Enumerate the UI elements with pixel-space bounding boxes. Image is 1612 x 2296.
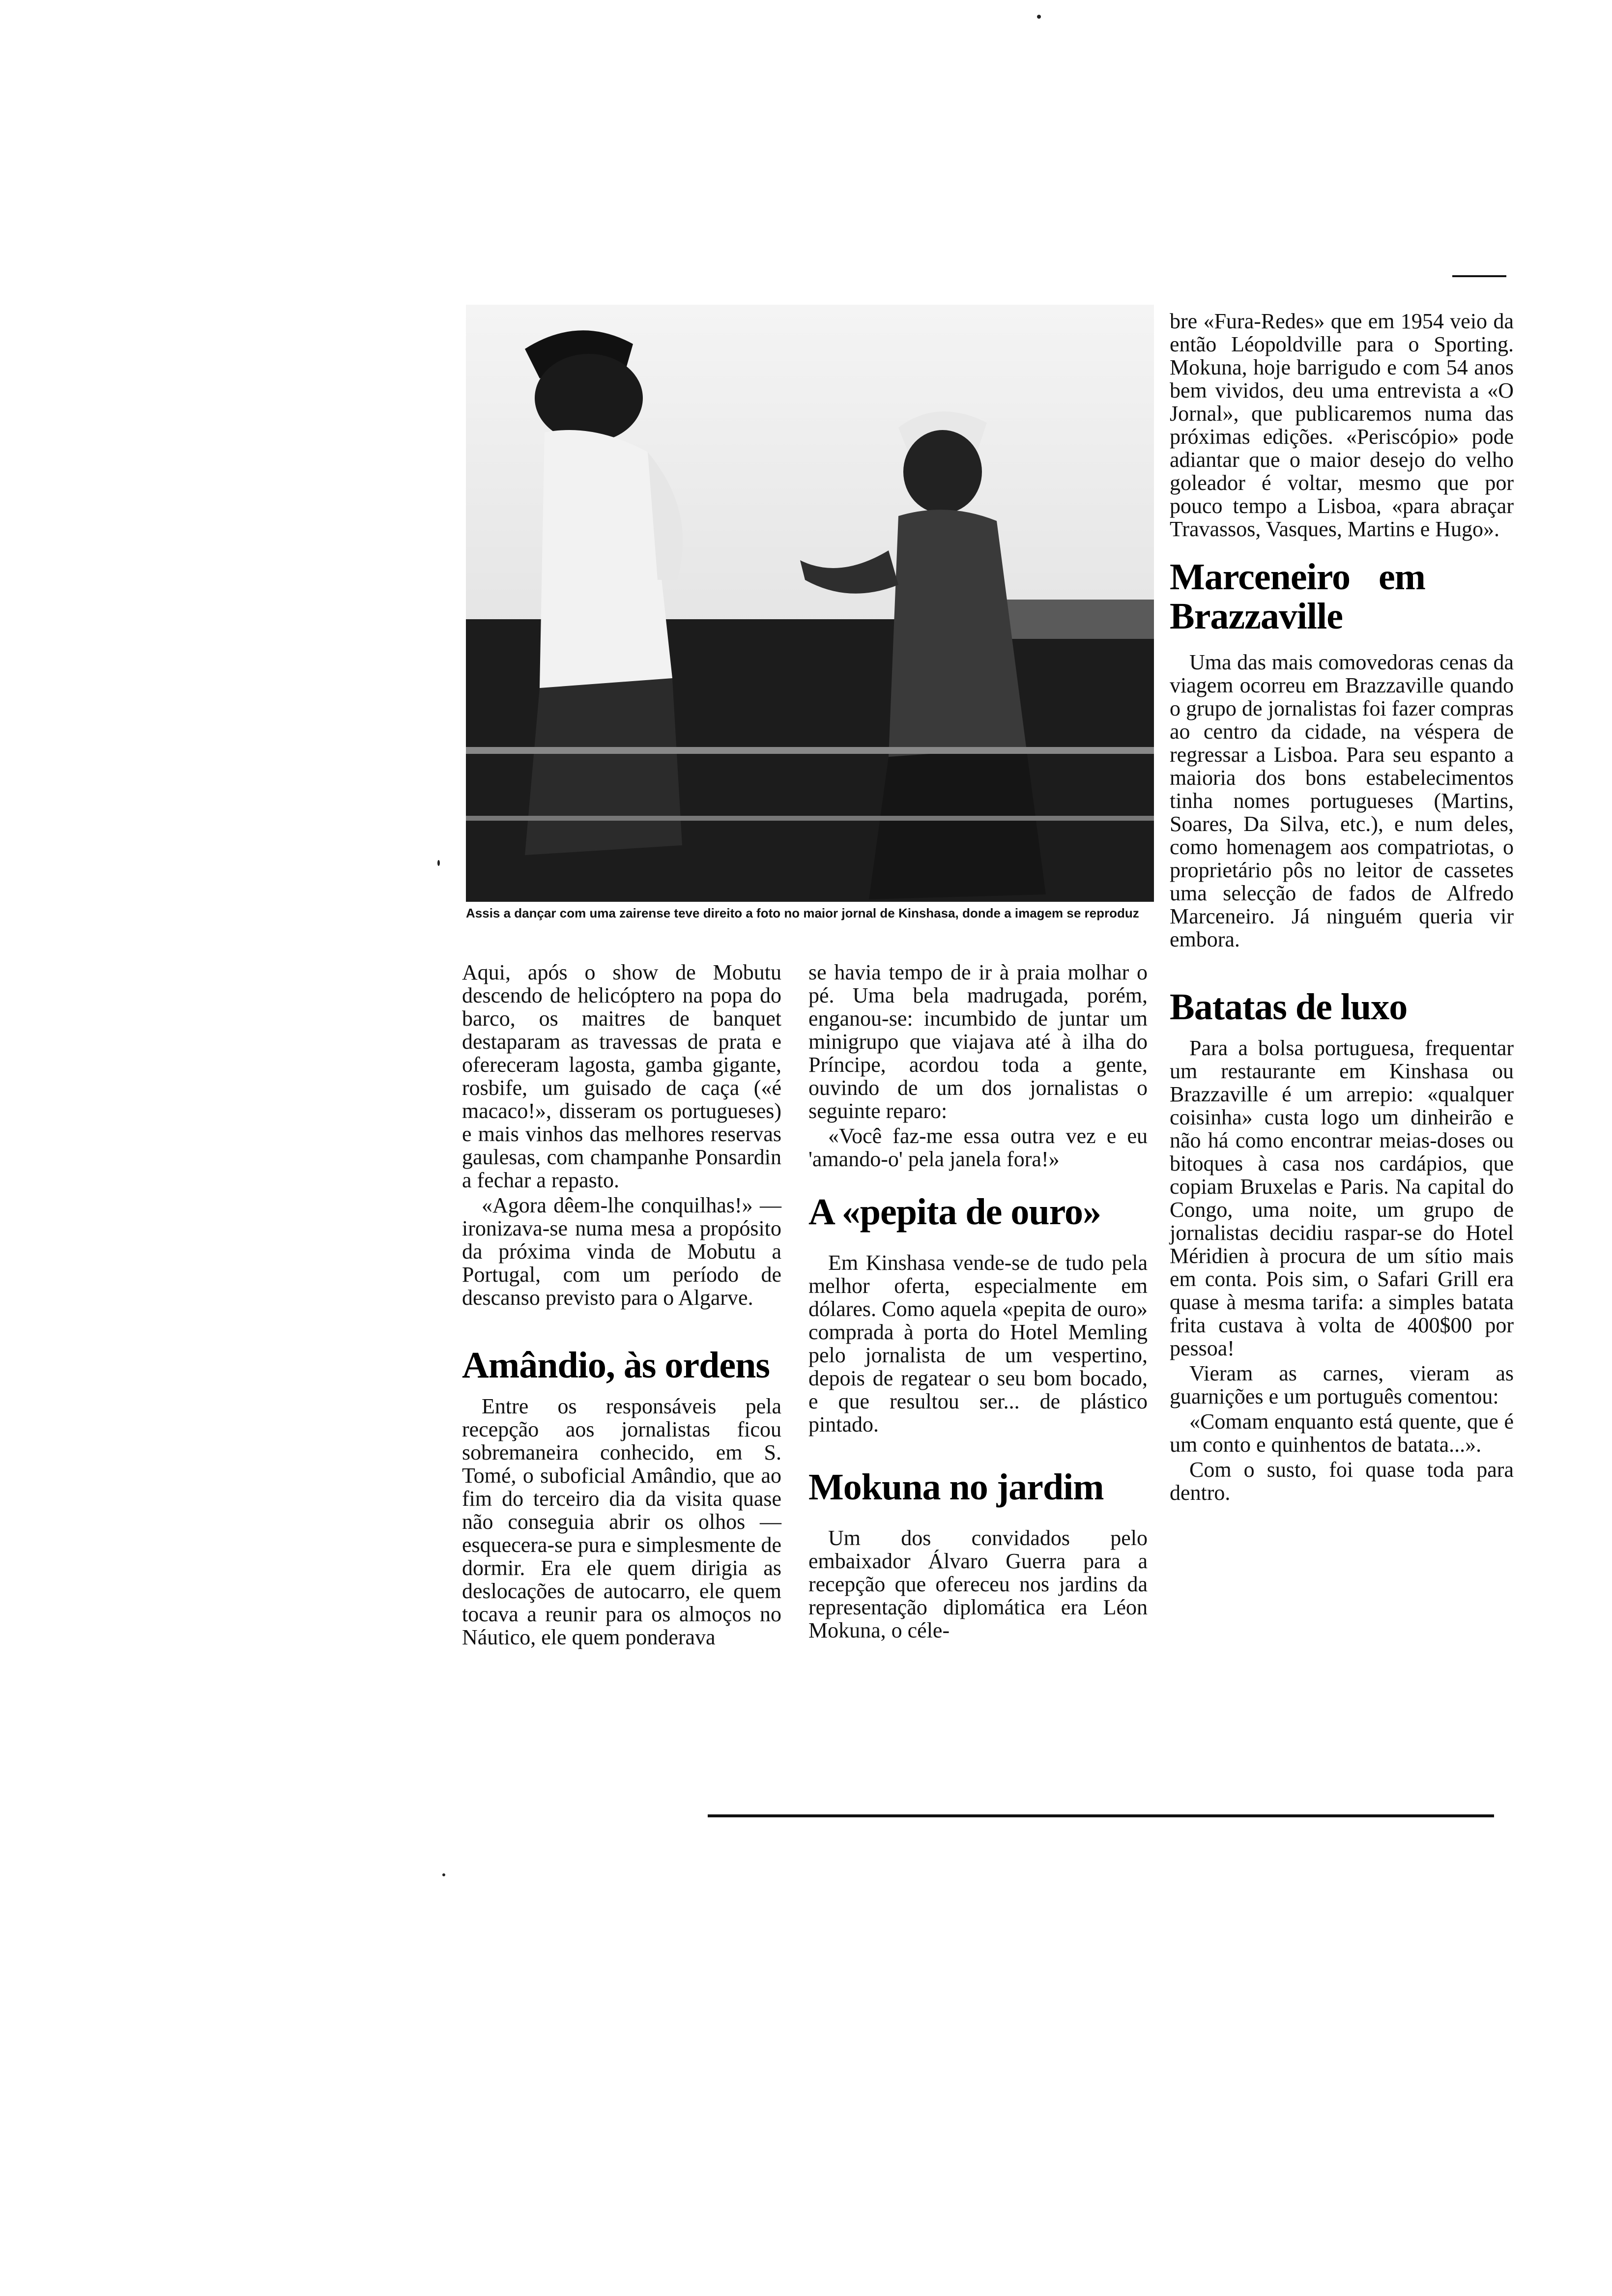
scan-speck: [442, 1873, 445, 1876]
scan-speck: [1037, 15, 1041, 19]
paragraph: bre «Fura-Redes» que em 1954 veio da então Léopoldville para o Sporting. Mokuna, hoje barrigudo e com 54 anos bem vividos, deu uma entrevista a «O Jornal», que publicaremos numa das próximas edições. «Periscópio» pode adiantar que o maior desejo do velho goleador é voltar, mesmo que por pouco tempo a Lisboa, «para abraçar Travassos, Vasques, Martins e Hugo».: [1170, 309, 1514, 541]
paragraph: Entre os responsáveis pela recepção aos jornalistas ficou sobremaneira conhecido, em S. Tomé, o suboficial Amândio, que ao fim do terceiro dia da visita quase não conseguia abrir os olhos — esquecera-se pura e simplesmente de dormir. Era ele quem dirigia as deslocações de autocarro, ele quem tocava a reunir para os almoços no Náutico, ele quem ponderava: [462, 1394, 781, 1649]
paragraph: Um dos convidados pelo embaixador Álvaro Guerra para a recepção que ofereceu nos jardins da representação diplomática era Léon Mokuna, o céle-: [808, 1526, 1148, 1642]
section-heading: Marceneiro em Brazzaville: [1170, 556, 1425, 637]
paragraph: «Agora dêem-lhe conquilhas!» — ironizava-se numa mesa a propósito da próxima vinda de Mobutu a Portugal, com um período de descanso previsto para o Algarve.: [462, 1193, 781, 1310]
section-heading: Mokuna no jardim: [808, 1466, 1104, 1508]
photo-caption: Assis a dançar com uma zairense teve direito a foto no maior jornal de Kinshasa, donde a imagem se reproduz: [466, 906, 1139, 920]
section-heading: A «pepita de ouro»: [808, 1191, 1101, 1233]
article-column-3: [1170, 310, 1514, 1506]
section-heading: Amândio, às ordens: [462, 1345, 770, 1386]
paragraph: Com o susto, foi quase toda para dentro.: [1170, 1458, 1514, 1505]
top-rule: [1452, 275, 1506, 277]
paragraph: Vieram as carnes, vieram as guarnições e um português comentou:: [1170, 1361, 1514, 1408]
paragraph: Para a bolsa portuguesa, frequentar um restaurante em Kinshasa ou Brazzaville é um arrepio: «qualquer coisinha» custa logo um dinheirão e não há como encontrar meias-doses ou bitoques à casa nos cardápios, que copiam Bruxelas e Paris. Na capital do Congo, uma noite, um grupo de jornalistas decidiu raspar-se do Hotel Méridien à procura de um sítio mais em conta. Pois sim, o Safari Grill era quase à mesma tarifa: a simples batata frita custava à volta de 400$00 por pessoa!: [1170, 1036, 1514, 1360]
paragraph: Uma das mais comovedoras cenas da viagem ocorreu em Brazzaville quando o grupo de jornalistas foi fazer compras ao centro da cidade, na véspera de regressar a Lisboa. Para seu espanto a maioria dos bons estabelecimentos tinha nomes portugueses (Martins, Soares, Da Silva, etc.), e num deles, como homenagem aos compatriotas, o proprietário pôs no leitor de cassetes uma selecção de fados de Alfredo Marceneiro. Já ninguém queria vir embora.: [1170, 650, 1514, 951]
scan-speck: [437, 860, 440, 866]
paragraph: «Você faz-me essa outra vez e eu 'amando-o' pela janela fora!»: [808, 1124, 1148, 1171]
news-photo: [466, 305, 1154, 902]
section-heading: Batatas de luxo: [1170, 986, 1408, 1028]
paragraph: se havia tempo de ir à praia molhar o pé. Uma bela madrugada, porém, enganou-se: incumbido de juntar um minigrupo que viajava até à ilha do Príncipe, acordou toda a gente, ouvindo de um dos jornalistas o seguinte reparo:: [808, 960, 1148, 1123]
photo-illustration: [466, 305, 1154, 902]
paragraph: Aqui, após o show de Mobutu descendo de helicóptero na popa do barco, os maitres de banquet destaparam as travessas de prata e ofereceram lagosta, gamba gigante, rosbife, um guisado de caça («é macaco!», disseram os portugueses) e mais vinhos das melhores reservas gaulesas, com champanhe Ponsardin a fechar a repasto.: [462, 960, 781, 1192]
article-column-2: [808, 961, 1148, 1644]
paragraph: Em Kinshasa vende-se de tudo pela melhor oferta, especialmente em dólares. Como aquela «pepita de ouro» comprada à porta do Hotel Memling pelo jornalista de um vespertino, depois de regatear o seu bom bocado, e que resultou ser... de plástico pintado.: [808, 1251, 1148, 1436]
paragraph: «Comam enquanto está quente, que é um conto e quinhentos de batata...».: [1170, 1409, 1514, 1457]
bottom-rule: [708, 1814, 1494, 1817]
article-column-1: [462, 961, 781, 1651]
